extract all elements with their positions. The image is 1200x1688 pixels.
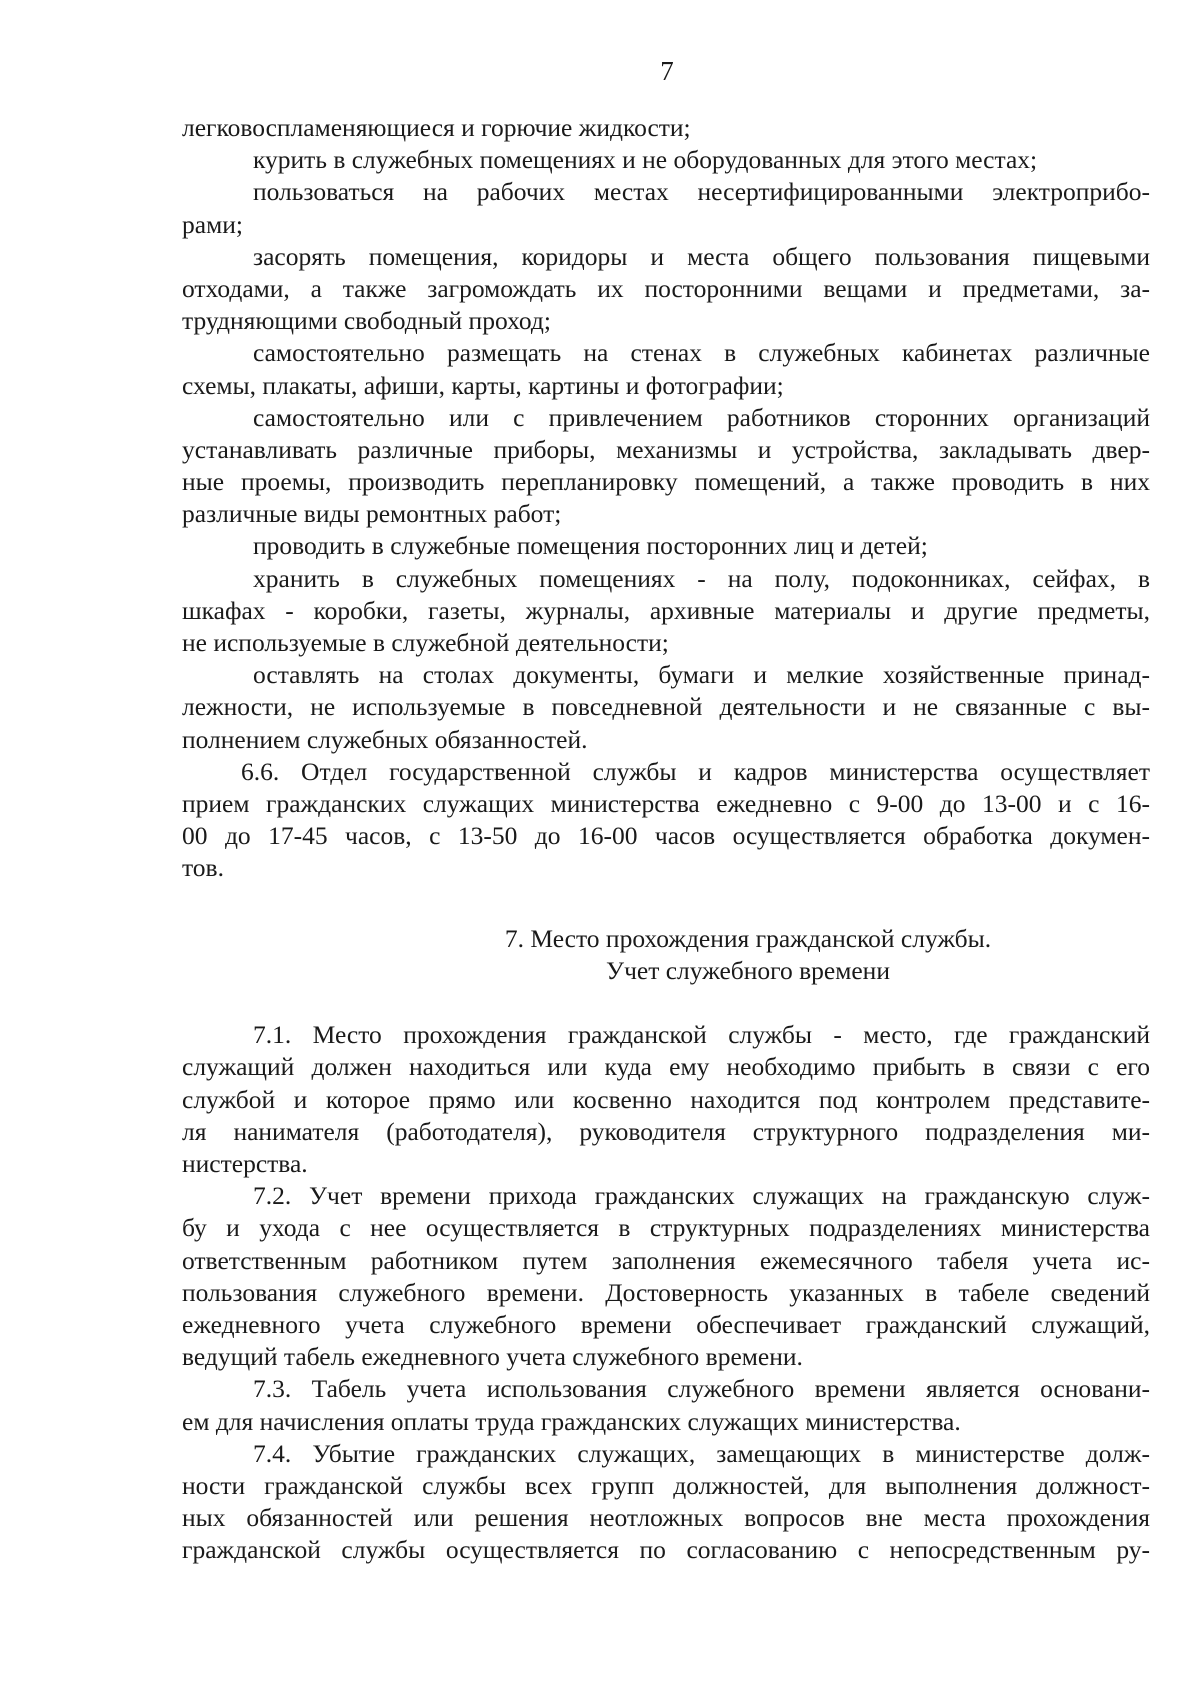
heading-line-1: 7. Место прохождения гражданской службы. xyxy=(504,923,992,953)
text-line: ности гражданской службы всех групп должностей, для выполнения должност- xyxy=(182,1470,1150,1500)
text-line: 7.1. Место прохождения гражданской службы - место, где гражданский xyxy=(253,1020,1150,1050)
text-line: лежности, не используемые в повседневной деятельности и не связанные с вы- xyxy=(182,692,1150,722)
text-line: курить в служебных помещениях и не оборудованных для этого местах; xyxy=(253,145,1038,175)
text-line: самостоятельно размещать на стенах в служебных кабинетах различные xyxy=(253,338,1150,368)
text-line: нистерства. xyxy=(182,1149,308,1178)
spacer xyxy=(182,987,1150,1019)
text-line: не используемые в служебной деятельности; xyxy=(182,628,669,657)
text-line: 6.6. Отдел государственной службы и кадров министерства осуществляет xyxy=(241,756,1150,786)
page-number: 7 xyxy=(660,56,674,86)
text-line: трудняющими свободный проход; xyxy=(182,306,551,336)
text-line: 7.4. Убытие гражданских служащих, замещающих в министерстве долж- xyxy=(253,1438,1150,1468)
text-line: хранить в служебных помещениях - на полу, подоконниках, сейфах, в xyxy=(253,563,1150,593)
document-body xyxy=(182,112,1150,1566)
text-line: пользоваться на рабочих местах несертифицированными электроприбо- xyxy=(253,177,1150,207)
text-line: устанавливать различные приборы, механизмы и устройства, закладывать двер- xyxy=(182,434,1150,464)
text-line: схемы, плакаты, афиши, карты, картины и фотографии; xyxy=(182,370,784,400)
text-line: самостоятельно или с привлечением работников сторонних организаций xyxy=(253,402,1150,432)
text-line: оставлять на столах документы, бумаги и мелкие хозяйственные принад- xyxy=(253,660,1150,690)
text-line: различные виды ремонтных работ; xyxy=(182,499,562,529)
text-line: проводить в служебные помещения посторонних лиц и детей; xyxy=(253,531,928,561)
text-line: рами; xyxy=(182,209,243,239)
text-line: служащий должен находиться или куда ему необходимо прибыть в связи с его xyxy=(182,1052,1150,1082)
text-line: шкафах - коробки, газеты, журналы, архивные материалы и другие предметы, xyxy=(182,595,1150,625)
text-line: ные проемы, производить перепланировку помещений, а также проводить в них xyxy=(182,467,1150,497)
text-line: службой и которое прямо или косвенно находится под контролем представите- xyxy=(182,1084,1150,1114)
text-line: ведущий табель ежедневного учета служебного времени. xyxy=(182,1342,803,1372)
spacer xyxy=(182,885,1150,917)
text-line: тов. xyxy=(182,853,224,883)
text-line: ных обязанностей или решения неотложных вопросов вне места прохождения xyxy=(182,1503,1150,1533)
text-line: ем для начисления оплаты труда гражданских служащих министерства. xyxy=(182,1406,961,1436)
text-line: прием гражданских служащих министерства ежедневно с 9-00 до 13-00 и с 16- xyxy=(182,788,1150,818)
text-line: легковоспламеняющиеся и горючие жидкости; xyxy=(182,113,691,142)
text-line: ля нанимателя (работодателя), руководителя структурного подразделения ми- xyxy=(182,1116,1150,1146)
text-line: бу и ухода с нее осуществляется в структурных подразделениях министерства xyxy=(182,1213,1150,1243)
text-line: 00 до 17-45 часов, с 13-50 до 16-00 часов осуществляется обработка докумен- xyxy=(182,821,1150,851)
text-line: гражданской службы осуществляется по согласованию с непосредственным ру- xyxy=(182,1535,1150,1565)
text-line: 7.3. Табель учета использования служебного времени является основани- xyxy=(253,1374,1150,1404)
text-line: 7.2. Учет времени прихода гражданских служащих на гражданскую служ- xyxy=(253,1181,1150,1211)
text-line: ответственным работником путем заполнения ежемесячного табеля учета ис- xyxy=(182,1245,1150,1275)
text-line: полнением служебных обязанностей. xyxy=(182,724,588,754)
text-line: засорять помещения, коридоры и места общего пользования пищевыми xyxy=(253,241,1150,271)
text-line: ежедневного учета служебного времени обеспечивает гражданский служащий, xyxy=(182,1309,1150,1339)
heading-line-2: Учет служебного времени xyxy=(606,955,890,985)
section-heading xyxy=(182,923,1150,987)
text-line: пользования служебного времени. Достоверность указанных в табеле сведений xyxy=(182,1277,1150,1307)
text-line: отходами, а также загромождать их посторонними вещами и предметами, за- xyxy=(182,273,1150,303)
